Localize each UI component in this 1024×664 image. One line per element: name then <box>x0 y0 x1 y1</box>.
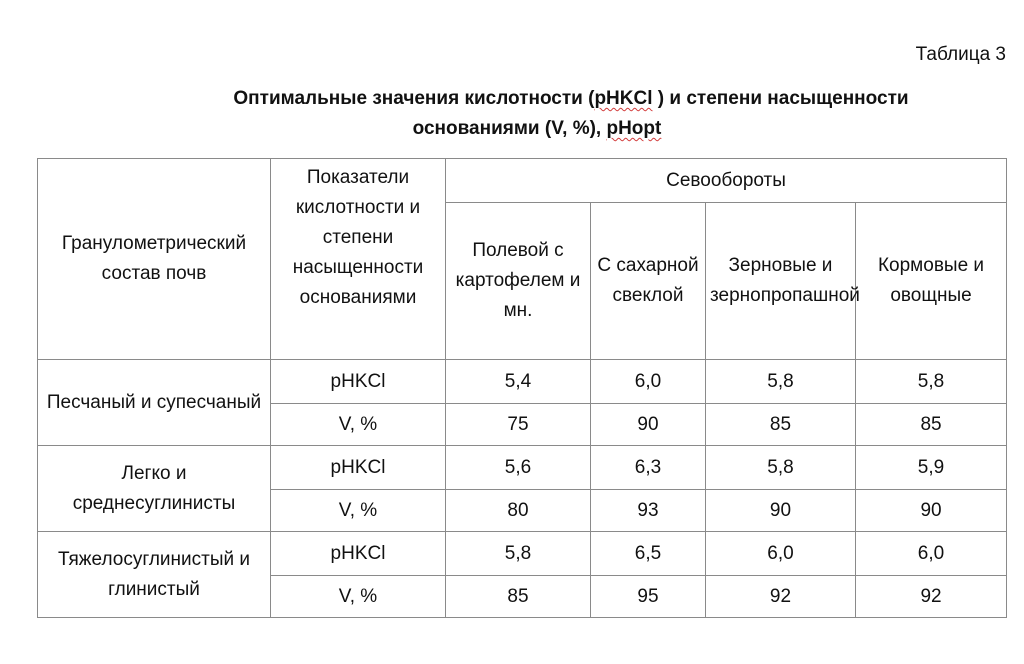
soil-cell: Легко и среднесуглинисты <box>38 446 271 532</box>
value-cell: 5,8 <box>706 360 856 404</box>
data-table <box>37 158 1007 618</box>
title-line-1 <box>0 84 1024 114</box>
value-cell: 93 <box>591 490 706 532</box>
header-col: Зерновые и зернопропашной <box>706 203 856 360</box>
indicator-cell: pHKCl <box>271 532 446 576</box>
value-cell: 90 <box>856 490 1007 532</box>
title-term-phopt: pHopt <box>606 118 662 139</box>
table-caption: Таблица 3 <box>915 44 1006 65</box>
title-text: Оптимальные значения кислотности ( <box>233 88 595 109</box>
value-cell: 5,8 <box>856 360 1007 404</box>
value-cell: 5,9 <box>856 446 1007 490</box>
value-cell: 6,5 <box>591 532 706 576</box>
soil-cell: Тяжелосуглинистый и глинистый <box>38 532 271 618</box>
header-col: Кормовые и овощные <box>856 203 1007 360</box>
value-cell: 75 <box>446 404 591 446</box>
value-cell: 85 <box>856 404 1007 446</box>
value-cell: 85 <box>446 576 591 618</box>
header-col: Полевой с картофелем и мн. <box>446 203 591 360</box>
title-line-2 <box>0 114 1024 144</box>
table-row <box>38 446 1007 490</box>
header-rotations: Севообороты <box>446 159 1007 203</box>
indicator-cell: pHKCl <box>271 360 446 404</box>
value-cell: 5,4 <box>446 360 591 404</box>
header-indicator: Показатели кислотности и степени насыщенности основаниями <box>271 159 446 360</box>
value-cell: 6,0 <box>591 360 706 404</box>
value-cell: 90 <box>591 404 706 446</box>
indicator-cell: V, % <box>271 576 446 618</box>
indicator-cell: V, % <box>271 490 446 532</box>
value-cell: 5,6 <box>446 446 591 490</box>
value-cell: 85 <box>706 404 856 446</box>
value-cell: 6,0 <box>856 532 1007 576</box>
value-cell: 5,8 <box>706 446 856 490</box>
header-row <box>38 159 1007 203</box>
value-cell: 90 <box>706 490 856 532</box>
soil-cell: Песчаный и супесчаный <box>38 360 271 446</box>
value-cell: 92 <box>706 576 856 618</box>
title-term-phkcl: pHKCl <box>594 88 653 109</box>
table-row <box>38 532 1007 576</box>
header-col: С сахарной свеклой <box>591 203 706 360</box>
table-title <box>0 84 1024 144</box>
indicator-cell: V, % <box>271 404 446 446</box>
header-soil: Гранулометрический состав почв <box>38 159 271 360</box>
value-cell: 6,0 <box>706 532 856 576</box>
table-row <box>38 360 1007 404</box>
value-cell: 80 <box>446 490 591 532</box>
value-cell: 6,3 <box>591 446 706 490</box>
indicator-cell: pHKCl <box>271 446 446 490</box>
value-cell: 92 <box>856 576 1007 618</box>
title-text: ) и степени насыщенности <box>652 88 909 109</box>
value-cell: 5,8 <box>446 532 591 576</box>
title-text: основаниями (V, %), <box>412 118 607 139</box>
value-cell: 95 <box>591 576 706 618</box>
